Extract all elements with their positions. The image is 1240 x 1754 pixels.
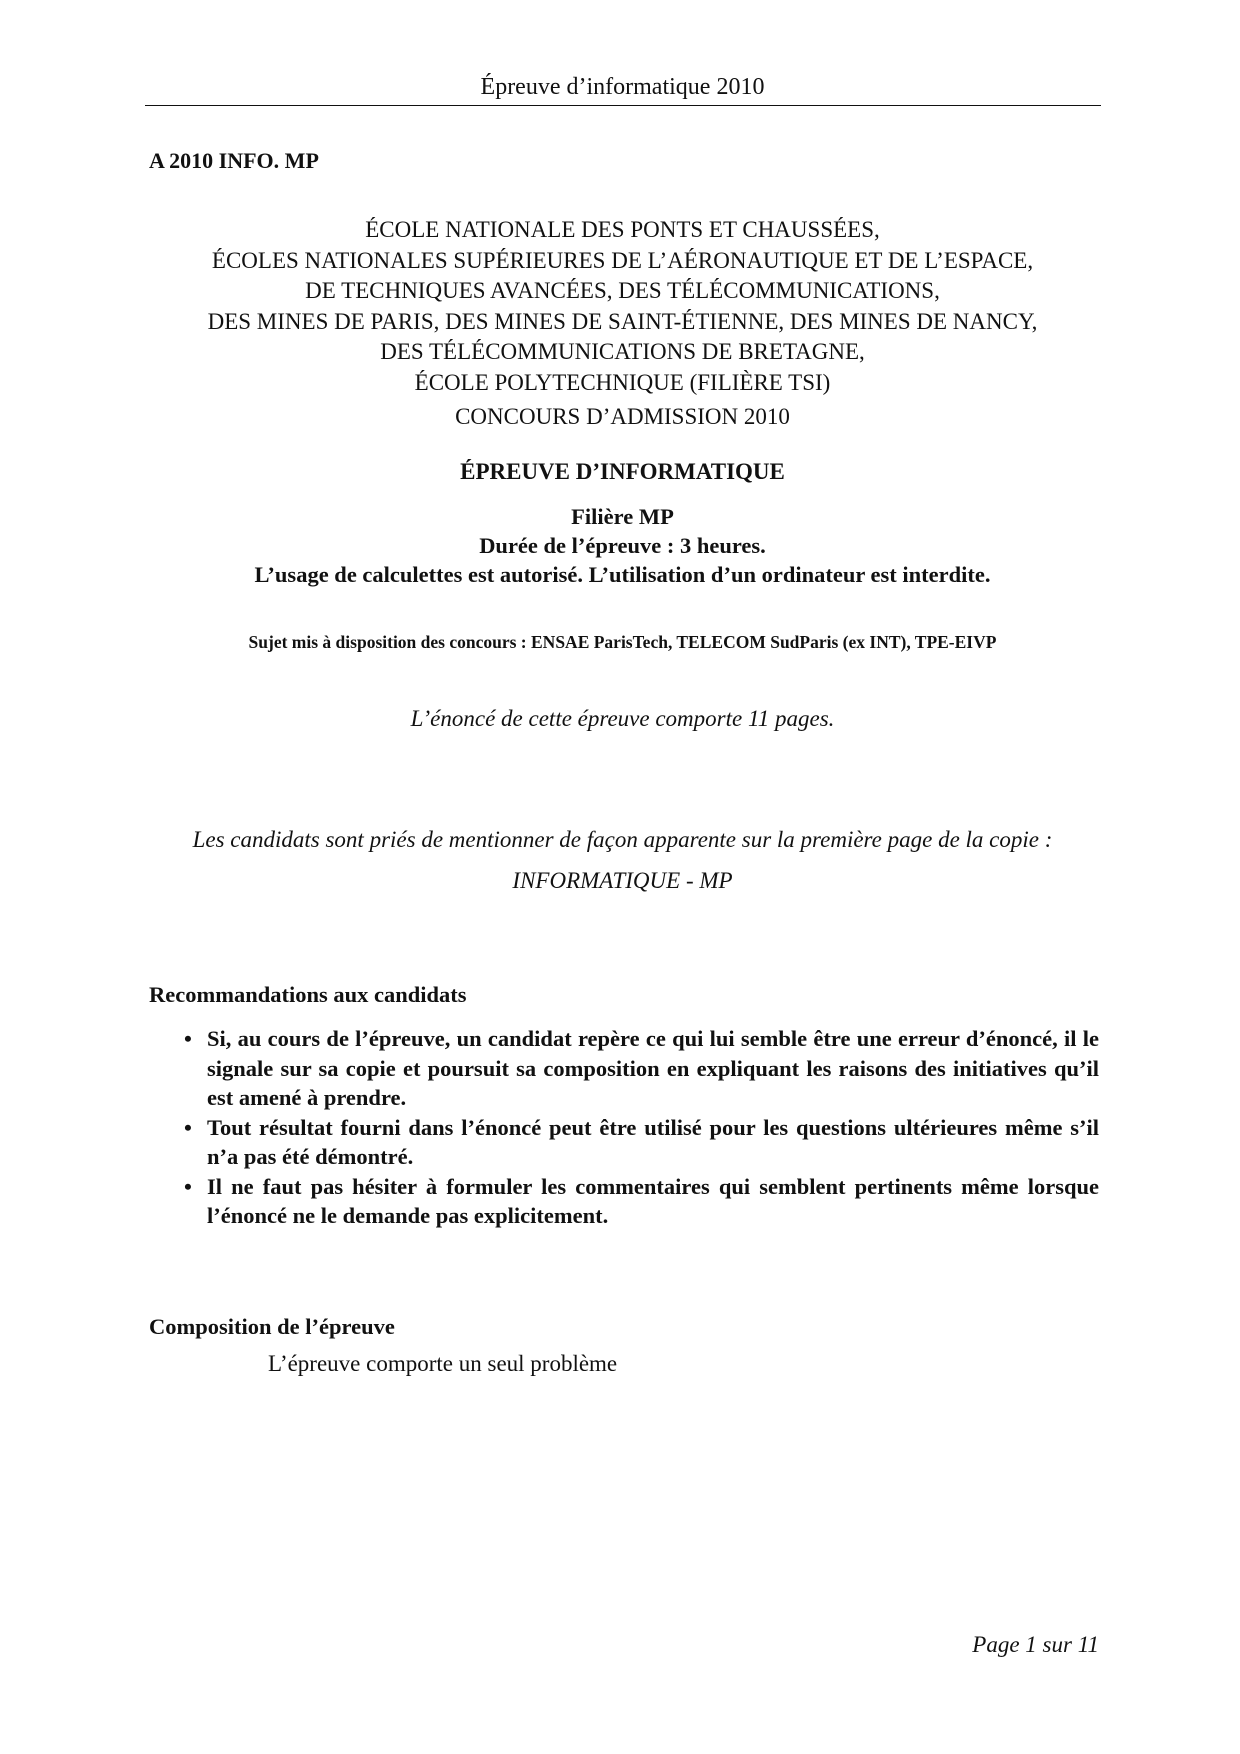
bullet-icon: • [184, 1026, 192, 1051]
running-header: Épreuve d’informatique 2010 [480, 74, 765, 100]
school-line: DE TECHNIQUES AVANCÉES, DES TÉLÉCOMMUNICATIONS, [305, 278, 940, 303]
recommendations-list [181, 1024, 1099, 1231]
list-item-text: Il ne faut pas hésiter à formuler les commentaires qui semblent pertinents même lorsque l’énoncé ne le demande pas explicitement. [207, 1173, 1099, 1228]
school-line: DES TÉLÉCOMMUNICATIONS DE BRETAGNE, [380, 339, 865, 364]
recommendations-heading: Recommandations aux candidats [149, 982, 467, 1007]
list-item-text: Si, au cours de l’épreuve, un candidat repère ce qui lui semble être une erreur d’énoncé, il le signale sur sa copie et poursuit sa composition en expliquant les raisons des initiatives qu’il est amené à prendre. [207, 1026, 1099, 1110]
enonce-page-count: L’énoncé de cette épreuve comporte 11 pages. [410, 706, 835, 731]
bullet-icon: • [184, 1173, 192, 1199]
composition-heading: Composition de l’épreuve [149, 1314, 395, 1339]
list-item [181, 1113, 1099, 1172]
composition-text: L’épreuve comporte un seul problème [268, 1351, 618, 1376]
school-line: DES MINES DE PARIS, DES MINES DE SAINT-ÉTIENNE, DES MINES DE NANCY, [207, 308, 1038, 334]
school-line: ÉCOLES NATIONALES SUPÉRIEURES DE L’AÉRONAUTIQUE ET DE L’ESPACE, [211, 247, 1034, 273]
concours-title: CONCOURS D’ADMISSION 2010 [455, 404, 790, 429]
school-line: ÉCOLE NATIONALE DES PONTS ET CHAUSSÉES, [365, 217, 880, 242]
bullet-icon: • [184, 1114, 192, 1140]
page-number: Page 1 sur 11 [972, 1632, 1099, 1657]
list-item [181, 1024, 1099, 1113]
list-item-text: Tout résultat fourni dans l’énoncé peut être utilisé pour les questions ultérieures même s’il n’a pas été démontré. [207, 1114, 1099, 1169]
schools-list [145, 215, 1100, 398]
school-line: ÉCOLE POLYTECHNIQUE (FILIÈRE TSI) [414, 369, 831, 395]
list-item [181, 1172, 1099, 1231]
copy-mention: INFORMATIQUE - MP [512, 868, 733, 893]
sujet-disposition: Sujet mis à disposition des concours : ENSAE ParisTech, TELECOM SudParis (ex INT), TPE-EIVP [248, 632, 997, 652]
epreuve-title: ÉPREUVE D’INFORMATIQUE [460, 459, 785, 484]
filiere: Filière MP [571, 504, 674, 529]
exam-info [145, 502, 1100, 589]
candidats-instruction: Les candidats sont priés de mentionner de façon apparente sur la première page de la copie : [192, 827, 1053, 852]
exam-code: A 2010 INFO. MP [149, 148, 319, 173]
header-divider [145, 105, 1101, 106]
duree: Durée de l’épreuve : 3 heures. [479, 533, 766, 558]
usage-rules: L’usage de calculettes est autorisé. L’utilisation d’un ordinateur est interdite. [254, 562, 991, 587]
